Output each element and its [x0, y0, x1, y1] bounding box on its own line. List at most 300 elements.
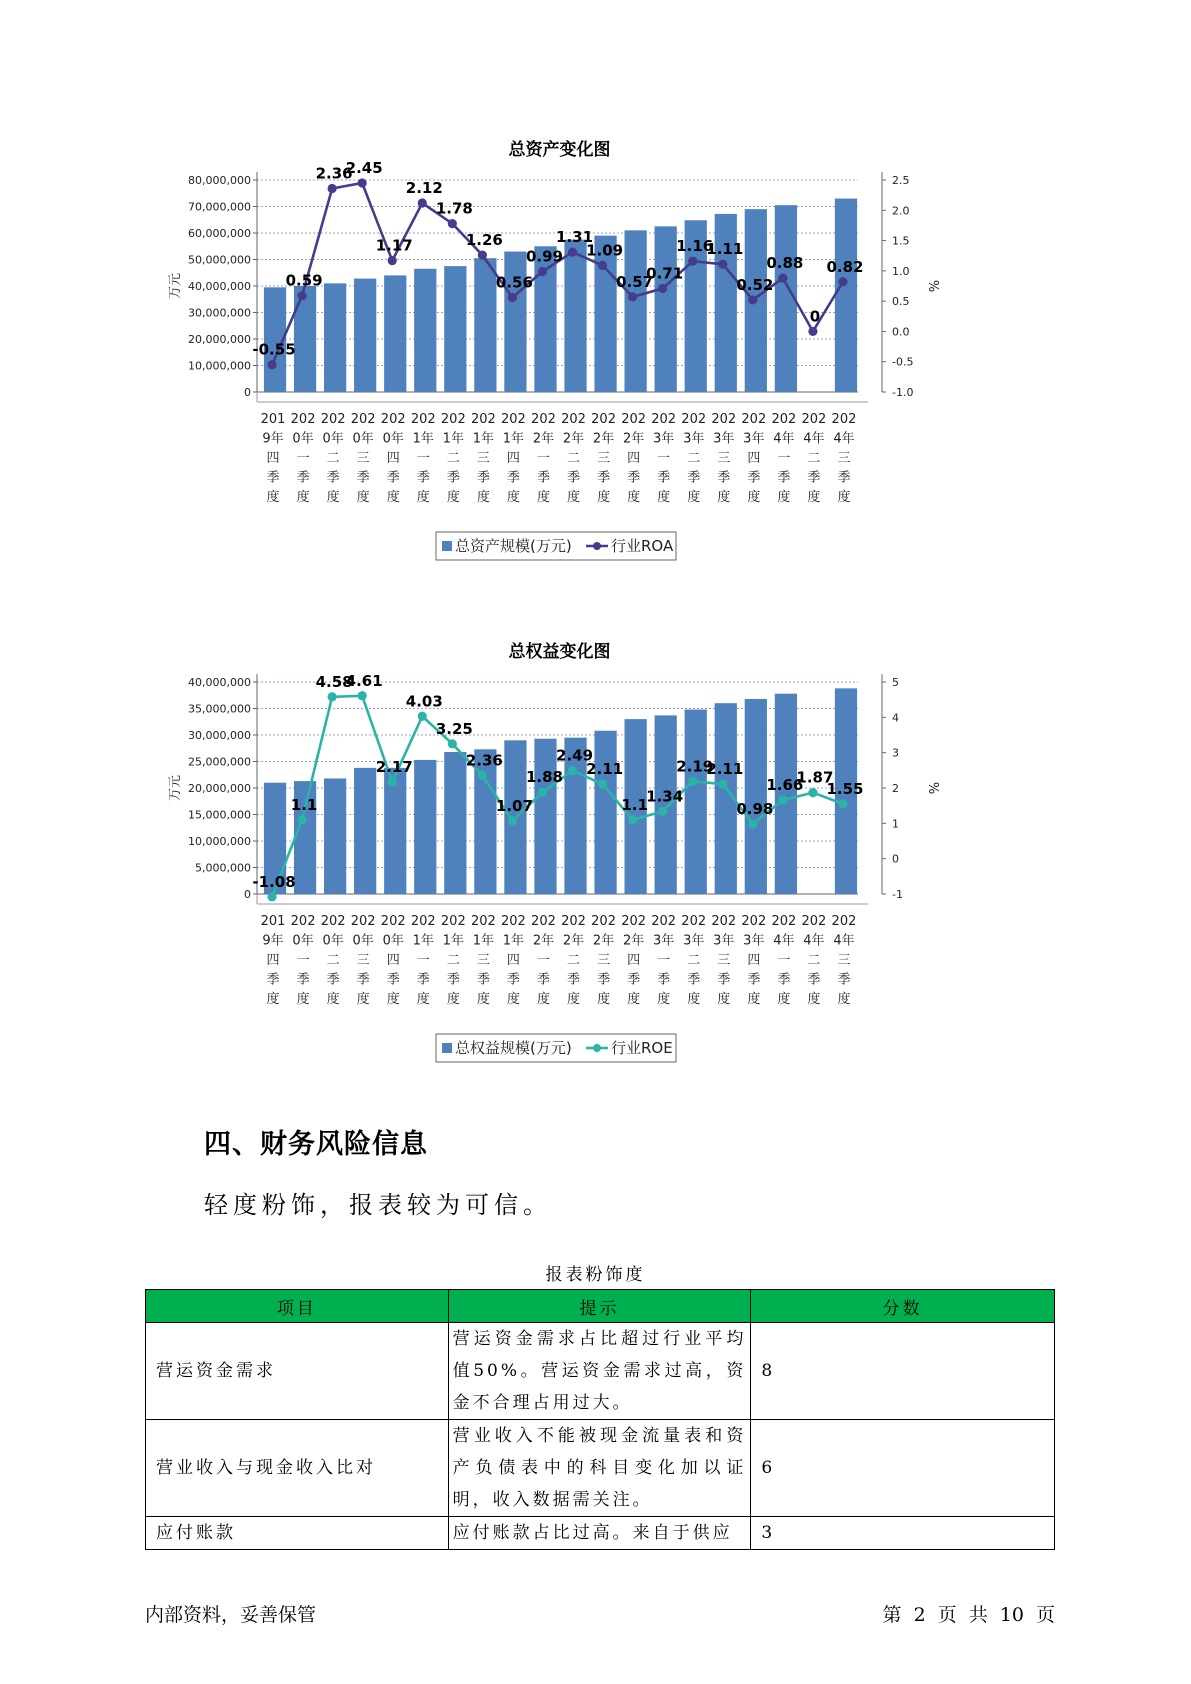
x-tick-line: 202	[831, 914, 857, 929]
data-label: 2.11	[706, 760, 744, 779]
legend-label-bar: 总资产规模(万元)	[455, 537, 572, 555]
y2-tick-label: 2.0	[892, 204, 910, 218]
x-tick-line: 202	[591, 914, 616, 929]
x-tick-line: 2年	[532, 431, 555, 447]
data-label: 0.99	[525, 247, 563, 266]
x-tick-line: 度	[476, 992, 490, 1007]
footer-page-number: 第 2 页 共 10 页	[882, 1604, 1055, 1626]
total-equity-chart-svg	[168, 642, 940, 1102]
x-tick-label	[561, 412, 586, 505]
y-tick-label: 5,000,000	[195, 861, 251, 875]
data-label: 2.17	[375, 757, 413, 776]
x-tick-label	[351, 412, 376, 505]
x-tick-line: 0年	[322, 933, 344, 949]
data-label: 4.03	[405, 692, 443, 711]
bar	[534, 739, 556, 894]
x-tick-label	[771, 412, 796, 505]
x-tick-line: 季	[536, 972, 550, 988]
x-tick-line: 四	[627, 953, 641, 968]
series-point	[328, 184, 337, 193]
x-tick-label	[291, 412, 316, 505]
y-tick-label: 80,000,000	[188, 174, 251, 187]
x-tick-label	[261, 412, 286, 505]
x-tick-line: 202	[741, 412, 767, 427]
series-point	[388, 777, 397, 786]
x-tick-line: 3年	[683, 933, 705, 949]
x-tick-line: 季	[567, 470, 581, 486]
x-tick-line: 1年	[472, 431, 495, 447]
x-tick-label	[711, 914, 736, 1007]
row-item: 营运资金需求	[146, 1323, 449, 1420]
data-label: 2.45	[345, 159, 383, 178]
data-label: -0.55	[252, 340, 296, 359]
x-tick-line: 度	[747, 992, 761, 1007]
x-tick-line: 度	[567, 490, 581, 505]
y-tick-label: 20,000,000	[188, 333, 251, 346]
x-tick-line: 201	[260, 412, 286, 427]
data-label: 2.11	[586, 760, 624, 779]
data-label: 0.98	[736, 800, 774, 819]
x-tick-line: 季	[326, 972, 340, 988]
x-tick-line: 3年	[653, 431, 675, 447]
x-tick-line: 一	[536, 953, 550, 968]
x-tick-line: 1年	[502, 933, 525, 949]
x-tick-line: 季	[266, 972, 280, 988]
x-tick-line: 季	[597, 470, 611, 486]
series-point	[748, 819, 757, 828]
x-tick-line: 3年	[743, 431, 765, 447]
x-tick-line: 4年	[833, 431, 855, 447]
x-tick-line: 0年	[322, 431, 344, 447]
x-tick-line: 一	[536, 451, 550, 466]
x-tick-line: 一	[296, 451, 310, 466]
x-tick-line: 1年	[442, 933, 464, 949]
data-label: 1.1	[290, 795, 318, 814]
series-point	[267, 360, 276, 369]
x-tick-line: 202	[621, 914, 647, 929]
x-tick-line: 二	[567, 451, 581, 466]
section-heading: 四、财务风险信息	[204, 1129, 428, 1160]
series-point	[748, 295, 757, 304]
x-tick-line: 202	[741, 914, 767, 929]
x-tick-line: 二	[687, 953, 701, 968]
bar	[655, 226, 677, 392]
data-label: -1.08	[252, 872, 296, 891]
legend-swatch-bar	[442, 1043, 452, 1053]
x-tick-line: 季	[807, 470, 821, 486]
x-tick-line: 度	[386, 992, 400, 1007]
x-tick-label	[561, 914, 586, 1007]
y2-tick-label: 2.5	[892, 174, 910, 187]
x-tick-label	[471, 412, 496, 505]
total-equity-chart	[168, 642, 940, 1102]
x-tick-label	[741, 412, 766, 505]
x-tick-line: 四	[506, 953, 520, 968]
series-point	[688, 257, 697, 266]
series-point	[808, 327, 817, 336]
bar	[324, 778, 346, 894]
y2-tick-label: 1.0	[892, 264, 910, 278]
x-tick-line: 2年	[562, 933, 585, 949]
x-tick-line: 2年	[622, 431, 645, 447]
x-tick-label	[741, 914, 766, 1007]
x-tick-line: 1年	[412, 933, 434, 949]
x-tick-line: 202	[290, 914, 316, 929]
x-tick-line: 202	[801, 412, 827, 427]
series-point	[778, 795, 787, 804]
x-tick-line: 季	[747, 470, 761, 486]
series-point	[538, 788, 547, 797]
x-tick-line: 季	[837, 470, 851, 486]
y-tick-label: 40,000,000	[188, 676, 251, 689]
x-tick-line: 度	[416, 490, 430, 505]
x-tick-line: 度	[476, 490, 490, 505]
x-tick-line: 度	[506, 992, 520, 1007]
x-tick-line: 202	[591, 412, 616, 427]
x-tick-label	[261, 914, 286, 1007]
y-tick-label: 40,000,000	[188, 280, 251, 293]
x-tick-line: 季	[717, 972, 731, 988]
x-tick-label	[441, 914, 466, 1007]
x-tick-line: 季	[356, 470, 370, 486]
data-label: 2.36	[315, 164, 353, 183]
x-tick-line: 度	[807, 992, 821, 1007]
series-point	[808, 788, 817, 797]
x-tick-line: 202	[711, 412, 737, 427]
x-tick-line: 202	[501, 914, 526, 929]
x-tick-line: 1年	[472, 933, 495, 949]
series-point	[628, 292, 637, 301]
row-item: 营业收入与现金收入比对	[146, 1420, 449, 1517]
series-point	[508, 293, 517, 302]
data-label: 3.25	[435, 719, 473, 738]
y-axis-label: 万元	[168, 774, 183, 802]
x-tick-label	[321, 914, 346, 1007]
x-tick-line: 202	[681, 412, 707, 427]
x-tick-line: 二	[326, 953, 340, 968]
x-tick-line: 3年	[653, 933, 675, 949]
x-tick-line: 202	[350, 412, 376, 427]
series-point	[388, 256, 397, 265]
y2-axis-label: %	[925, 279, 940, 293]
x-tick-line: 二	[446, 953, 460, 968]
x-tick-line: 四	[386, 451, 400, 466]
bar	[294, 286, 316, 392]
x-tick-line: 季	[506, 470, 520, 486]
x-tick-line: 202	[771, 914, 797, 929]
x-tick-label	[441, 412, 466, 505]
series-point	[418, 712, 427, 721]
series-point	[297, 291, 306, 300]
y-tick-label: 25,000,000	[188, 755, 251, 769]
x-tick-line: 季	[416, 470, 430, 486]
x-tick-label	[651, 914, 676, 1007]
y-tick-label: 60,000,000	[188, 227, 251, 240]
x-tick-label	[621, 914, 646, 1007]
x-tick-line: 二	[687, 451, 701, 466]
x-tick-line: 202	[831, 412, 857, 427]
x-tick-line: 3年	[713, 431, 735, 447]
x-tick-line: 一	[416, 451, 430, 466]
data-label: 1.07	[495, 796, 533, 815]
x-tick-line: 度	[536, 490, 550, 505]
y2-tick-label: -1	[892, 888, 903, 901]
x-tick-line: 1年	[442, 431, 464, 447]
data-label: 1.11	[706, 240, 744, 259]
x-tick-line: 一	[296, 953, 310, 968]
x-tick-line: 度	[687, 992, 701, 1007]
x-tick-line: 季	[777, 972, 791, 988]
x-tick-label	[501, 914, 526, 1007]
series-point	[658, 284, 667, 293]
x-tick-line: 三	[476, 953, 490, 968]
x-tick-label	[621, 412, 646, 505]
y-tick-label: 30,000,000	[188, 306, 251, 320]
x-tick-line: 202	[440, 914, 466, 929]
bar	[444, 266, 466, 392]
y2-axis-label: %	[925, 781, 940, 795]
x-tick-line: 二	[446, 451, 460, 466]
x-tick-line: 季	[777, 470, 791, 486]
x-tick-label	[411, 412, 436, 505]
x-tick-line: 一	[657, 953, 671, 968]
y-tick-label: 35,000,000	[188, 702, 251, 716]
x-tick-line: 202	[621, 412, 647, 427]
data-label: 0.57	[616, 272, 654, 291]
x-tick-line: 度	[777, 490, 791, 505]
table-row	[146, 1420, 1055, 1517]
legend-swatch-bar	[442, 541, 452, 551]
x-tick-line: 四	[506, 451, 520, 466]
x-tick-line: 度	[807, 490, 821, 505]
x-tick-line: 0年	[292, 933, 314, 949]
data-label: 2.12	[405, 179, 443, 198]
data-label: 2.49	[556, 746, 594, 765]
data-label: 2.19	[676, 757, 714, 776]
x-tick-line: 201	[260, 914, 286, 929]
x-tick-line: 季	[476, 470, 490, 486]
x-tick-label	[802, 412, 827, 505]
legend-label-line: 行业ROE	[611, 1039, 673, 1057]
window-dressing-table	[145, 1289, 1055, 1550]
series-point	[598, 261, 607, 270]
x-tick-line: 202	[320, 412, 346, 427]
x-tick-line: 202	[410, 412, 436, 427]
x-tick-line: 季	[296, 470, 310, 486]
series-point	[297, 815, 306, 824]
header-hint: 提示	[448, 1290, 751, 1323]
x-tick-line: 季	[356, 972, 370, 988]
x-tick-line: 季	[627, 972, 641, 988]
series-point	[328, 692, 337, 701]
x-tick-line: 1年	[412, 431, 434, 447]
footer-confidential: 内部资料，妥善保管	[145, 1604, 317, 1626]
total-assets-chart	[168, 140, 940, 600]
row-hint: 应付账款占比过高。来自于供应	[448, 1517, 751, 1550]
x-tick-line: 202	[711, 914, 737, 929]
y2-tick-label: 0.5	[892, 295, 910, 309]
x-tick-line: 2年	[592, 431, 615, 447]
x-tick-line: 202	[561, 412, 586, 427]
x-tick-line: 202	[681, 914, 707, 929]
x-tick-line: 季	[687, 470, 701, 486]
x-tick-line: 季	[536, 470, 550, 486]
header-score: 分数	[751, 1290, 1055, 1323]
x-tick-line: 202	[651, 914, 677, 929]
x-tick-line: 202	[320, 914, 346, 929]
series-point	[838, 799, 847, 808]
x-tick-line: 度	[657, 992, 671, 1007]
series-point	[628, 815, 637, 824]
bar	[384, 768, 406, 894]
y-tick-label: 50,000,000	[188, 253, 251, 267]
table-row	[146, 1323, 1055, 1420]
row-hint: 营运资金需求占比超过行业平均值50%。营运资金需求过高，资金不合理占用过大。	[448, 1323, 751, 1420]
x-tick-label	[681, 412, 706, 505]
y-tick-label: 0	[244, 386, 251, 399]
data-label: 4.61	[345, 671, 383, 690]
y-tick-label: 20,000,000	[188, 782, 251, 795]
data-label: 1.26	[465, 231, 503, 250]
data-label: 1.88	[525, 768, 563, 787]
series-point	[358, 691, 367, 700]
bar	[354, 279, 376, 392]
x-tick-line: 二	[567, 953, 581, 968]
legend-swatch-point	[593, 542, 601, 550]
x-tick-line: 4年	[833, 933, 855, 949]
x-tick-line: 202	[470, 914, 496, 929]
y2-tick-label: 0	[892, 852, 899, 866]
row-score: 8	[751, 1323, 1055, 1420]
data-label: 0.82	[826, 257, 864, 276]
series-point	[478, 251, 487, 260]
x-tick-line: 度	[296, 490, 310, 505]
x-tick-line: 202	[380, 914, 406, 929]
x-tick-line: 202	[470, 412, 496, 427]
bar	[384, 275, 406, 392]
data-label: 1.78	[435, 199, 473, 218]
x-tick-line: 度	[266, 490, 280, 505]
x-tick-line: 四	[266, 953, 280, 968]
y2-tick-label: 0.0	[892, 325, 910, 339]
x-tick-line: 0年	[352, 431, 374, 447]
series-point	[448, 739, 457, 748]
x-tick-line: 2年	[532, 933, 555, 949]
table-caption: 报表粉饰度	[545, 1265, 646, 1285]
series-point	[538, 267, 547, 276]
series-point	[838, 277, 847, 286]
x-tick-line: 2年	[562, 431, 585, 447]
data-label: 0.52	[736, 275, 774, 294]
data-label: 0.88	[766, 254, 804, 273]
x-tick-line: 202	[801, 914, 827, 929]
x-tick-label	[411, 914, 436, 1007]
bar	[564, 240, 586, 392]
x-tick-line: 度	[506, 490, 520, 505]
x-tick-line: 202	[380, 412, 406, 427]
x-tick-line: 季	[446, 972, 460, 988]
y2-tick-label: -1.0	[892, 386, 914, 399]
series-point	[418, 198, 427, 207]
x-tick-line: 三	[717, 451, 731, 466]
series-point	[718, 260, 727, 269]
x-tick-line: 度	[536, 992, 550, 1007]
x-tick-line: 度	[597, 490, 611, 505]
bar	[324, 283, 346, 392]
x-tick-line: 度	[567, 992, 581, 1007]
x-tick-line: 0年	[382, 431, 404, 447]
y2-tick-label: -0.5	[892, 355, 914, 369]
x-tick-line: 4年	[803, 431, 825, 447]
total-assets-chart-svg	[168, 140, 940, 600]
x-tick-line: 三	[837, 953, 851, 968]
x-tick-line: 202	[501, 412, 526, 427]
legend-label-line: 行业ROA	[611, 537, 674, 555]
bar	[594, 731, 616, 894]
x-tick-line: 季	[266, 470, 280, 486]
bar	[414, 269, 436, 392]
x-tick-line: 三	[476, 451, 490, 466]
x-tick-line: 度	[356, 992, 370, 1007]
data-label: 0.59	[285, 271, 323, 290]
y-tick-label: 0	[244, 888, 251, 901]
x-tick-line: 四	[747, 451, 761, 466]
x-tick-line: 一	[777, 953, 791, 968]
x-tick-label	[381, 412, 406, 505]
x-tick-line: 一	[657, 451, 671, 466]
x-tick-label	[591, 412, 616, 505]
series-point	[688, 777, 697, 786]
x-tick-line: 度	[296, 992, 310, 1007]
x-tick-line: 9年	[262, 933, 284, 949]
x-tick-label	[711, 412, 736, 505]
data-label: 1.1	[621, 795, 648, 814]
x-tick-line: 度	[597, 992, 611, 1007]
x-tick-line: 季	[416, 972, 430, 988]
series-point	[598, 780, 607, 789]
x-tick-line: 四	[747, 953, 761, 968]
y2-tick-label: 1	[892, 817, 899, 831]
x-tick-line: 季	[627, 470, 641, 486]
x-tick-label	[591, 914, 616, 1007]
x-tick-line: 三	[837, 451, 851, 466]
x-tick-line: 9年	[262, 431, 284, 447]
data-label: 1.34	[646, 787, 684, 806]
x-tick-line: 度	[747, 490, 761, 505]
x-tick-label	[501, 412, 526, 505]
data-label: 1.66	[766, 776, 804, 795]
x-tick-line: 202	[440, 412, 466, 427]
x-tick-line: 度	[627, 490, 641, 505]
data-label: 0.71	[646, 264, 684, 283]
data-label: 4.58	[315, 672, 353, 691]
series-point	[478, 771, 487, 780]
data-label: 1.16	[676, 237, 714, 256]
x-tick-line: 三	[717, 953, 731, 968]
data-label: 1.87	[796, 768, 834, 787]
y-tick-label: 10,000,000	[188, 359, 251, 373]
series-point	[358, 178, 367, 187]
x-tick-line: 度	[837, 992, 851, 1007]
y2-tick-label: 1.5	[892, 234, 910, 248]
bar	[474, 258, 496, 392]
x-tick-line: 度	[777, 992, 791, 1007]
x-tick-line: 202	[290, 412, 316, 427]
table-row	[146, 1517, 1055, 1550]
x-tick-line: 季	[567, 972, 581, 988]
bar	[444, 752, 466, 894]
x-tick-line: 季	[657, 972, 671, 988]
